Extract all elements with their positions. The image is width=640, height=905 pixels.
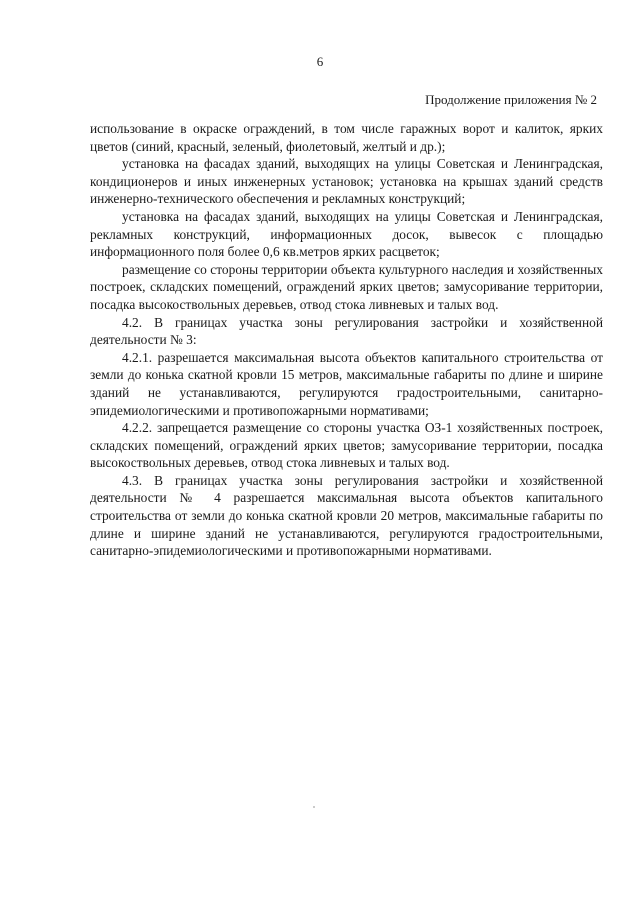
paragraph-fence-colors: использование в окраске ограждений, в том числе гаражных ворот и калиток, ярких цветов (синий, красный, зеленый, фиолетовый, желтый и др.); xyxy=(90,121,603,154)
section-4-2-heading: 4.2. В границах участка зоны регулирования застройки и хозяйственной деятельности № 3: xyxy=(90,314,603,348)
scan-speck xyxy=(313,806,315,808)
section-4-3: 4.3. В границах участка зоны регулирования застройки и хозяйственной деятельности № 4 разрешается максимальная высота объектов капитального строительства от земли до конька скатной кровли 20 метров, максимальные габариты по длине и ширине зданий не устанавливаются, регулируются градостроительными, санитарно-эпидемиологическими и противопожарными нормативами. xyxy=(90,472,603,559)
appendix-continuation-note: Продолжение приложения № 2 xyxy=(425,92,597,107)
paragraph-facade-equipment: установка на фасадах зданий, выходящих на улицы Советская и Ленинградская, кондиционеров и иных инженерных установок; установка на крышах зданий средств инженерно-технического обеспечения и рекламных конструкций; xyxy=(90,156,603,207)
clause-4-2-2: 4.2.2. запрещается размещение со стороны участка ОЗ-1 хозяйственных построек, складских помещений, ограждений ярких цветов; замусоривание территории, посадка высокоствольных деревьев, отвод стока ливневых и талых вод. xyxy=(90,420,603,471)
paragraph-placement-restrictions: размещение со стороны территории объекта культурного наследия и хозяйственных построек, складских помещений, ограждений ярких цветов; замусоривание территории, посадка высокоствольных деревьев, отвод стока ливневых и талых вод. xyxy=(90,261,603,312)
clause-4-2-1: 4.2.1. разрешается максимальная высота объектов капитального строительства от земли до конька скатной кровли 15 метров, максимальные габариты по длине и ширине зданий не устанавливаются, регулируются градостроительными, санитарно-эпидемиологическими и противопожарными нормативами; xyxy=(90,349,603,418)
paragraph-facade-signage: установка на фасадах зданий, выходящих на улицы Советская и Ленинградская, рекламных конструкций, информационных досок, вывесок с площадью информационного поля более 0,6 кв.метров ярких расцветок; xyxy=(90,208,603,260)
page-number: 6 xyxy=(316,54,324,69)
document-body xyxy=(90,120,603,560)
